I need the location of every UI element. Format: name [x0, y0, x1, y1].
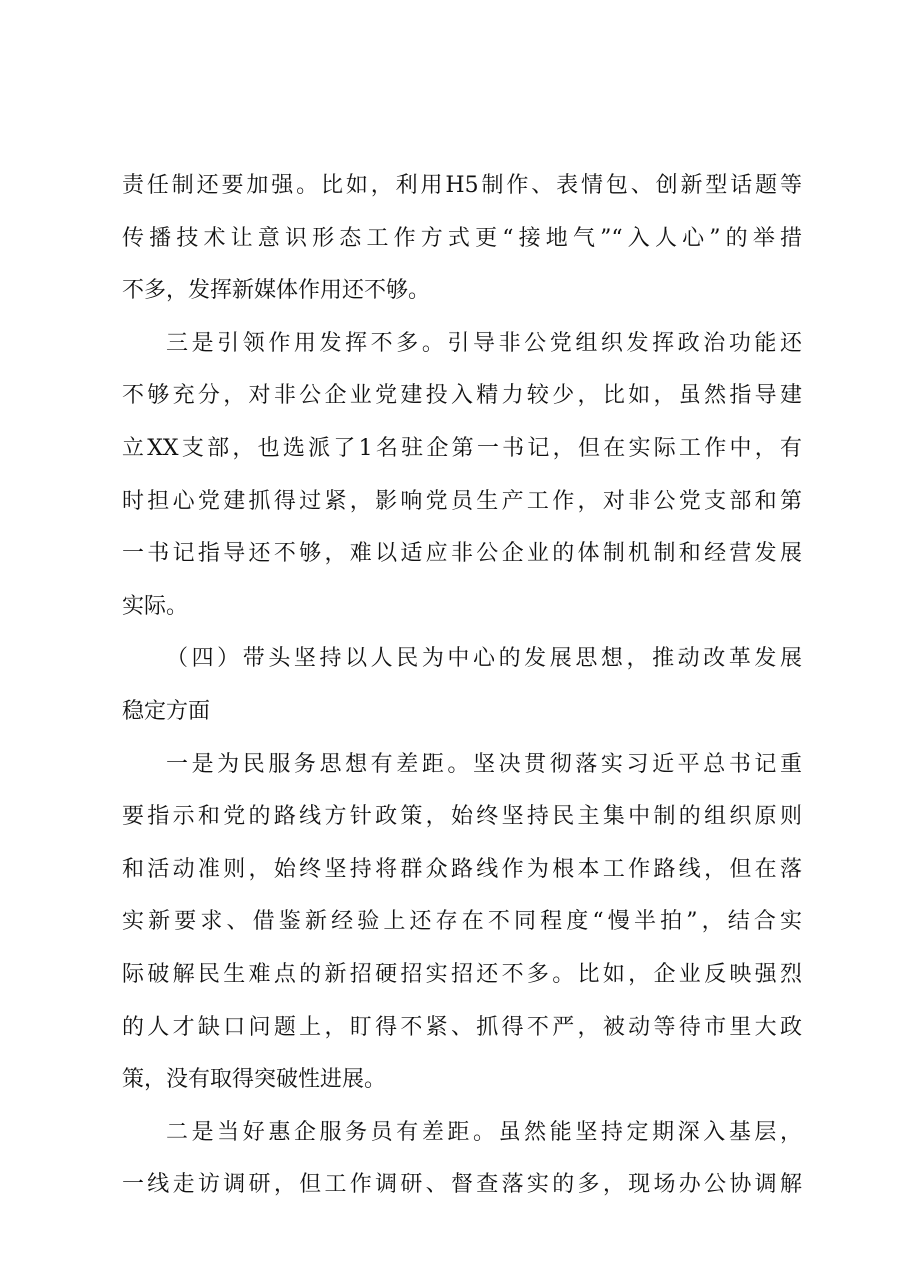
text-line: 一线走访调研，但工作调研、督查落实的多，现场办公协调解 — [122, 1172, 802, 1198]
text-line: 的人才缺口问题上，盯得不紧、抓得不严，被动等待市里大政 — [122, 1014, 802, 1040]
text-line: 实新要求、借鉴新经验上还存在不同程度“慢半拍”，结合实 — [122, 909, 802, 935]
text-line: 一书记指导还不够，难以适应非公企业的体制机制和经营发展 — [122, 541, 802, 567]
text-line: 传播技术让意识形态工作方式更“接地气”“入人心”的举措 — [122, 225, 802, 251]
text-line: 不够充分，对非公企业党建投入精力较少，比如，虽然指导建 — [122, 383, 802, 409]
text-line: 时担心党建抓得过紧，影响党员生产工作，对非公党支部和第 — [122, 488, 802, 514]
text-line: 立XX支部，也选派了1名驻企第一书记，但在实际工作中，有 — [122, 435, 802, 461]
text-line: 责任制还要加强。比如，利用H5制作、表情包、创新型话题等 — [122, 173, 802, 198]
text-line: 策，没有取得突破性进展。 — [122, 1067, 387, 1093]
text-line: 和活动准则，始终坚持将群众路线作为根本工作路线，但在落 — [122, 856, 802, 882]
text-line: 际破解民生难点的新招硬招实招还不多。比如，企业反映强烈 — [122, 961, 802, 987]
text-line: 实际。 — [122, 593, 189, 619]
text-line: 三是引领作用发挥不多。引导非公党组织发挥政治功能还 — [166, 330, 802, 356]
text-line: （四）带头坚持以人民为中心的发展思想，推动改革发展 — [166, 646, 802, 672]
text-line: 稳定方面 — [122, 698, 211, 724]
text-line: 二是当好惠企服务员有差距。虽然能坚持定期深入基层， — [166, 1119, 802, 1145]
text-line: 一是为民服务思想有差距。坚决贯彻落实习近平总书记重 — [166, 751, 802, 777]
text-line: 不多，发挥新媒体作用还不够。 — [122, 278, 431, 304]
text-line: 要指示和党的路线方针政策，始终坚持民主集中制的组织原则 — [122, 804, 802, 830]
document-body — [122, 160, 802, 1212]
